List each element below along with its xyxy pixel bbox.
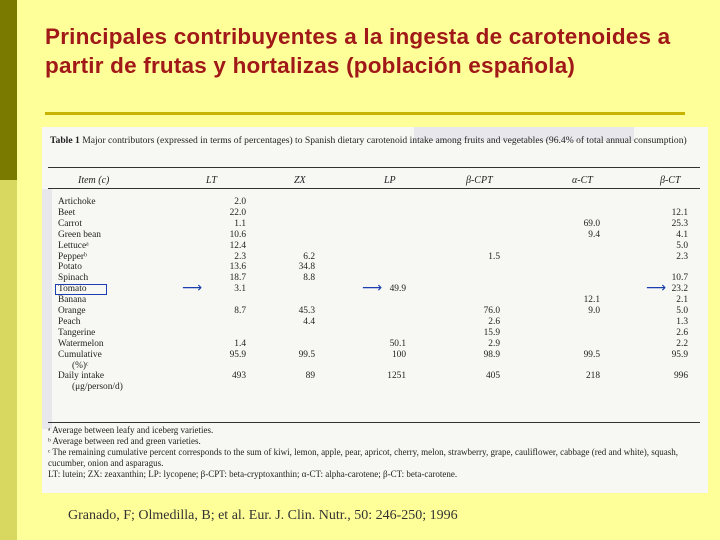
caption-text: Major contributors (expressed in terms of percentages) to Spanish dietary carotenoid intake among fruits and vegetables (96.4% of total annual consumption) (82, 135, 687, 146)
highlight-arrow-icon: ⟶ (362, 280, 383, 297)
footnote-abbreviations: LT: lutein; ZX: zeaxanthin; LP: lycopene; β-CPT: beta-cryptoxanthin; α-CT: alpha-carotene; β-CT: beta-carotene. (48, 469, 458, 479)
table-row (48, 339, 700, 350)
cell-zx: 99.5 (298, 349, 315, 360)
cell-lt: 2.3 (234, 251, 246, 262)
table-row (48, 208, 700, 219)
table-caption (50, 135, 705, 147)
row-item-name: Artichoke (58, 197, 96, 207)
row-item-name: Beet (58, 207, 76, 218)
tomato-highlight-box (55, 284, 107, 295)
header-lt: LT (206, 175, 217, 186)
table-row (48, 328, 700, 339)
cell-bct: 10.7 (671, 273, 688, 284)
row-item-name: Peach (58, 316, 81, 327)
decorative-bar-bottom (0, 180, 17, 540)
row-item-name: Green bean (58, 229, 101, 240)
cell-zx: 4.4 (303, 316, 315, 327)
row-item-name: Potato (58, 262, 82, 273)
source-citation: Granado, F; Olmedilla, B; et al. Eur. J. Clin. Nutr., 50: 246-250; 1996 (68, 508, 458, 523)
cell-lt: 95.9 (229, 349, 246, 360)
row-item-name: Pepperᵇ (58, 251, 87, 262)
footnote-b: ᵇ Average between red and green varieties. (48, 436, 201, 446)
table-scan (42, 127, 708, 493)
row-item-name: (%)ᶜ (72, 360, 89, 371)
table-row (48, 350, 700, 361)
cell-bct: 12.1 (671, 207, 688, 218)
cell-bct: 23.2 (671, 284, 688, 295)
cell-lt: 3.1 (234, 284, 246, 295)
cell-bct: 996 (673, 371, 688, 382)
header-rule (48, 188, 700, 189)
header-zx: ZX (294, 175, 306, 186)
cell-lt: 8.7 (234, 306, 246, 316)
cell-lt: 12.4 (229, 240, 246, 251)
caption-label: Table 1 (50, 135, 80, 146)
row-item-name: Orange (58, 306, 86, 316)
cell-lp: 49.9 (389, 284, 406, 295)
footnote-a: ᵃ Average between leafy and iceberg varieties. (48, 425, 214, 435)
cell-bct: 95.9 (671, 349, 688, 360)
cell-zx: 45.3 (298, 306, 315, 316)
header-bct: β-CT (660, 175, 681, 186)
cell-bct: 2.3 (676, 251, 688, 262)
row-item-name: Watermelon (58, 338, 104, 349)
cell-lt: 13.6 (229, 262, 246, 273)
cell-lt: 1.4 (234, 338, 246, 349)
header-bcpt: β-CPT (466, 175, 493, 186)
cell-act: 218 (585, 371, 600, 382)
cell-bct: 4.1 (676, 229, 688, 240)
cell-zx: 6.2 (303, 251, 315, 262)
cell-act: 12.1 (583, 295, 600, 306)
cell-bcpt: 15.9 (483, 327, 500, 338)
cell-lt: 493 (231, 371, 246, 382)
cell-bcpt: 98.9 (483, 349, 500, 360)
cell-zx: 89 (305, 371, 315, 382)
row-item-name: Daily intake (58, 371, 105, 382)
cell-bct: 2.1 (676, 295, 688, 306)
cell-bct: 5.0 (676, 240, 688, 251)
cell-bct: 2.6 (676, 327, 688, 338)
footnote-c: ᶜ The remaining cumulative percent corresponds to the sum of kiwi, lemon, apple, pear, apricot, cherry, melon, strawberry, grape, cauliflower, cabbage (red and white), squash, cucumber, onion and asparagus. (48, 447, 679, 468)
table-row (48, 295, 700, 306)
header-lp: LP (384, 175, 396, 186)
cell-bcpt: 405 (485, 371, 500, 382)
cell-act: 69.0 (583, 218, 600, 229)
title-underline (45, 112, 685, 115)
cell-bct: 2.2 (676, 338, 688, 349)
table-row (48, 219, 700, 230)
row-item-name: Cumulative (58, 349, 102, 360)
cell-lp: 1251 (387, 371, 406, 382)
header-act: α-CT (572, 175, 593, 186)
table-row (48, 317, 700, 328)
decorative-bar-top (0, 0, 17, 180)
row-item-name: Carrot (58, 218, 82, 229)
cell-bcpt: 2.9 (488, 338, 500, 349)
table-row (48, 197, 700, 208)
header-item: Item (c) (78, 175, 110, 186)
cell-bcpt: 2.6 (488, 316, 500, 327)
table-row (48, 241, 700, 252)
table-row (48, 361, 700, 372)
table-row (48, 280, 700, 297)
cell-zx: 8.8 (303, 273, 315, 284)
row-item-name: Spinach (58, 273, 89, 284)
cell-lp: 100 (391, 349, 406, 360)
slide-title: Principales contribuyentes a la ingesta de carotenoides a partir de frutas y hortalizas (población española) (45, 24, 671, 78)
row-item-name: Lettuceᵃ (58, 240, 89, 251)
highlight-arrow-icon: ⟶ (182, 280, 203, 297)
cell-lt: 22.0 (229, 207, 246, 218)
cell-act: 9.4 (588, 229, 600, 240)
cell-zx: 34.8 (298, 262, 315, 273)
cell-act: 9.0 (588, 306, 600, 316)
cell-bct: 1.3 (676, 316, 688, 327)
cell-lt: 18.7 (229, 273, 246, 284)
table-row (48, 230, 700, 241)
table-top-rule (48, 167, 700, 168)
cell-lt: 1.1 (234, 218, 246, 229)
highlight-arrow-icon: ⟶ (646, 280, 667, 297)
cell-lp: 50.1 (389, 338, 406, 349)
table-bottom-rule (48, 422, 700, 423)
table-row (48, 252, 700, 263)
table-row (48, 306, 700, 317)
table-row (48, 382, 700, 393)
cell-act: 99.5 (583, 349, 600, 360)
cell-bct: 5.0 (676, 306, 688, 316)
cell-lt: 2.0 (234, 197, 246, 207)
cell-bct: 25.3 (671, 218, 688, 229)
cell-bcpt: 76.0 (483, 306, 500, 316)
row-item-name: (μg/person/d) (72, 382, 123, 393)
row-item-name: Banana (58, 295, 87, 306)
cell-bcpt: 1.5 (488, 251, 500, 262)
row-item-name: Tomato (58, 284, 87, 295)
row-item-name: Tangerine (58, 327, 96, 338)
table-row (48, 371, 700, 382)
cell-lt: 10.6 (229, 229, 246, 240)
table-row (48, 262, 700, 273)
